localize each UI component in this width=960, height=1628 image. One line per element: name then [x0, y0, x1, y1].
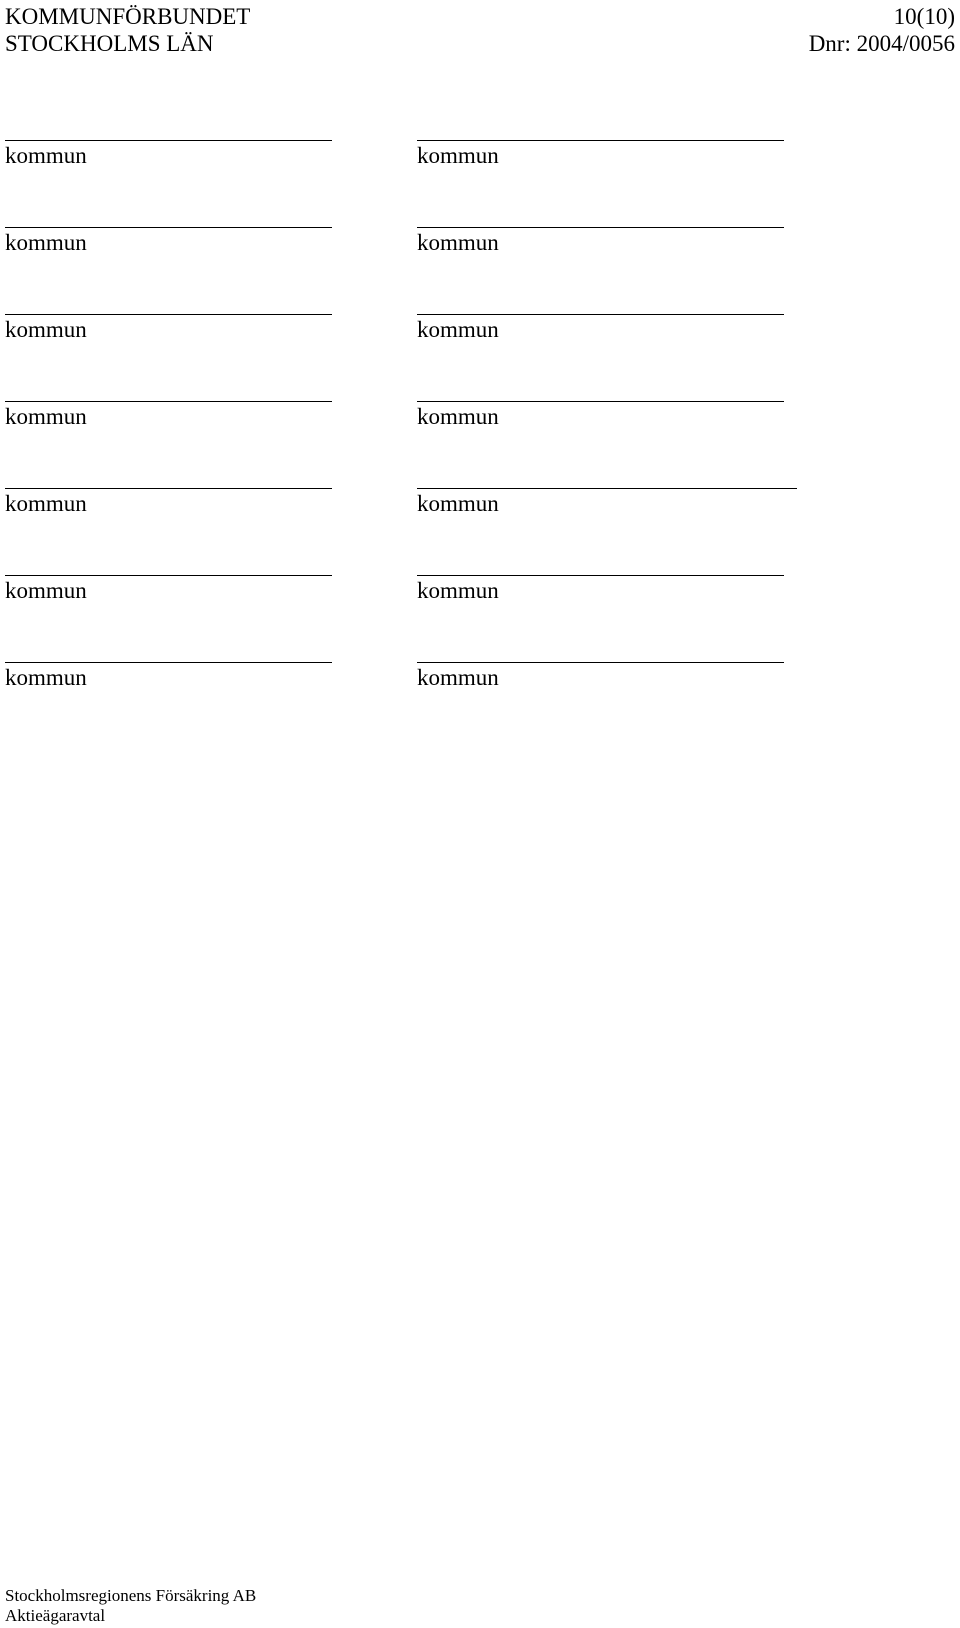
signature-block [5, 284, 332, 343]
page-number: 10(10) [893, 4, 955, 29]
signature-block [417, 371, 784, 430]
signature-grid [5, 110, 805, 719]
signature-label: kommun [417, 404, 499, 429]
signature-row [5, 632, 805, 719]
signature-block [417, 284, 784, 343]
signature-line [5, 458, 332, 489]
signature-label: kommun [5, 143, 87, 168]
signature-line [417, 110, 784, 141]
signature-line [417, 632, 784, 663]
signature-row [5, 458, 805, 545]
signature-line [5, 110, 332, 141]
signature-label: kommun [417, 491, 499, 516]
signature-line [417, 197, 784, 228]
signature-block [5, 458, 332, 517]
signature-block [5, 545, 332, 604]
signature-block [417, 458, 797, 517]
signature-row [5, 545, 805, 632]
signature-line [5, 545, 332, 576]
document-reference-number: Dnr: 2004/0056 [808, 31, 955, 56]
signature-block [5, 197, 332, 256]
signature-line [417, 458, 797, 489]
signature-label: kommun [5, 404, 87, 429]
signature-label: kommun [5, 491, 87, 516]
document-header-meta [809, 3, 955, 57]
signature-line [5, 197, 332, 228]
signature-label: kommun [417, 317, 499, 342]
signature-block [417, 110, 784, 169]
signature-block [417, 545, 784, 604]
signature-line [5, 371, 332, 402]
signature-label: kommun [417, 230, 499, 255]
signature-block [417, 632, 784, 691]
signature-block [417, 197, 784, 256]
signature-label: kommun [417, 578, 499, 603]
footer-document-title: Aktieägaravtal [5, 1606, 106, 1625]
signature-block [5, 632, 332, 691]
signature-label: kommun [417, 665, 499, 690]
signature-row [5, 371, 805, 458]
signature-label: kommun [5, 317, 87, 342]
signature-line [417, 371, 784, 402]
signature-label: kommun [5, 665, 87, 690]
document-header-organization [5, 3, 250, 57]
signature-label: kommun [5, 578, 87, 603]
signature-row [5, 284, 805, 371]
signature-line [417, 284, 784, 315]
signature-row [5, 110, 805, 197]
signature-row [5, 197, 805, 284]
footer-company-name: Stockholmsregionens Försäkring AB [5, 1586, 257, 1605]
signature-block [5, 110, 332, 169]
document-footer [5, 1586, 256, 1626]
organization-name-line2: STOCKHOLMS LÄN [5, 31, 214, 56]
signature-line [5, 632, 332, 663]
signature-label: kommun [5, 230, 87, 255]
signature-line [5, 284, 332, 315]
organization-name-line1: KOMMUNFÖRBUNDET [5, 4, 251, 29]
signature-line [417, 545, 784, 576]
signature-label: kommun [417, 143, 499, 168]
signature-block [5, 371, 332, 430]
